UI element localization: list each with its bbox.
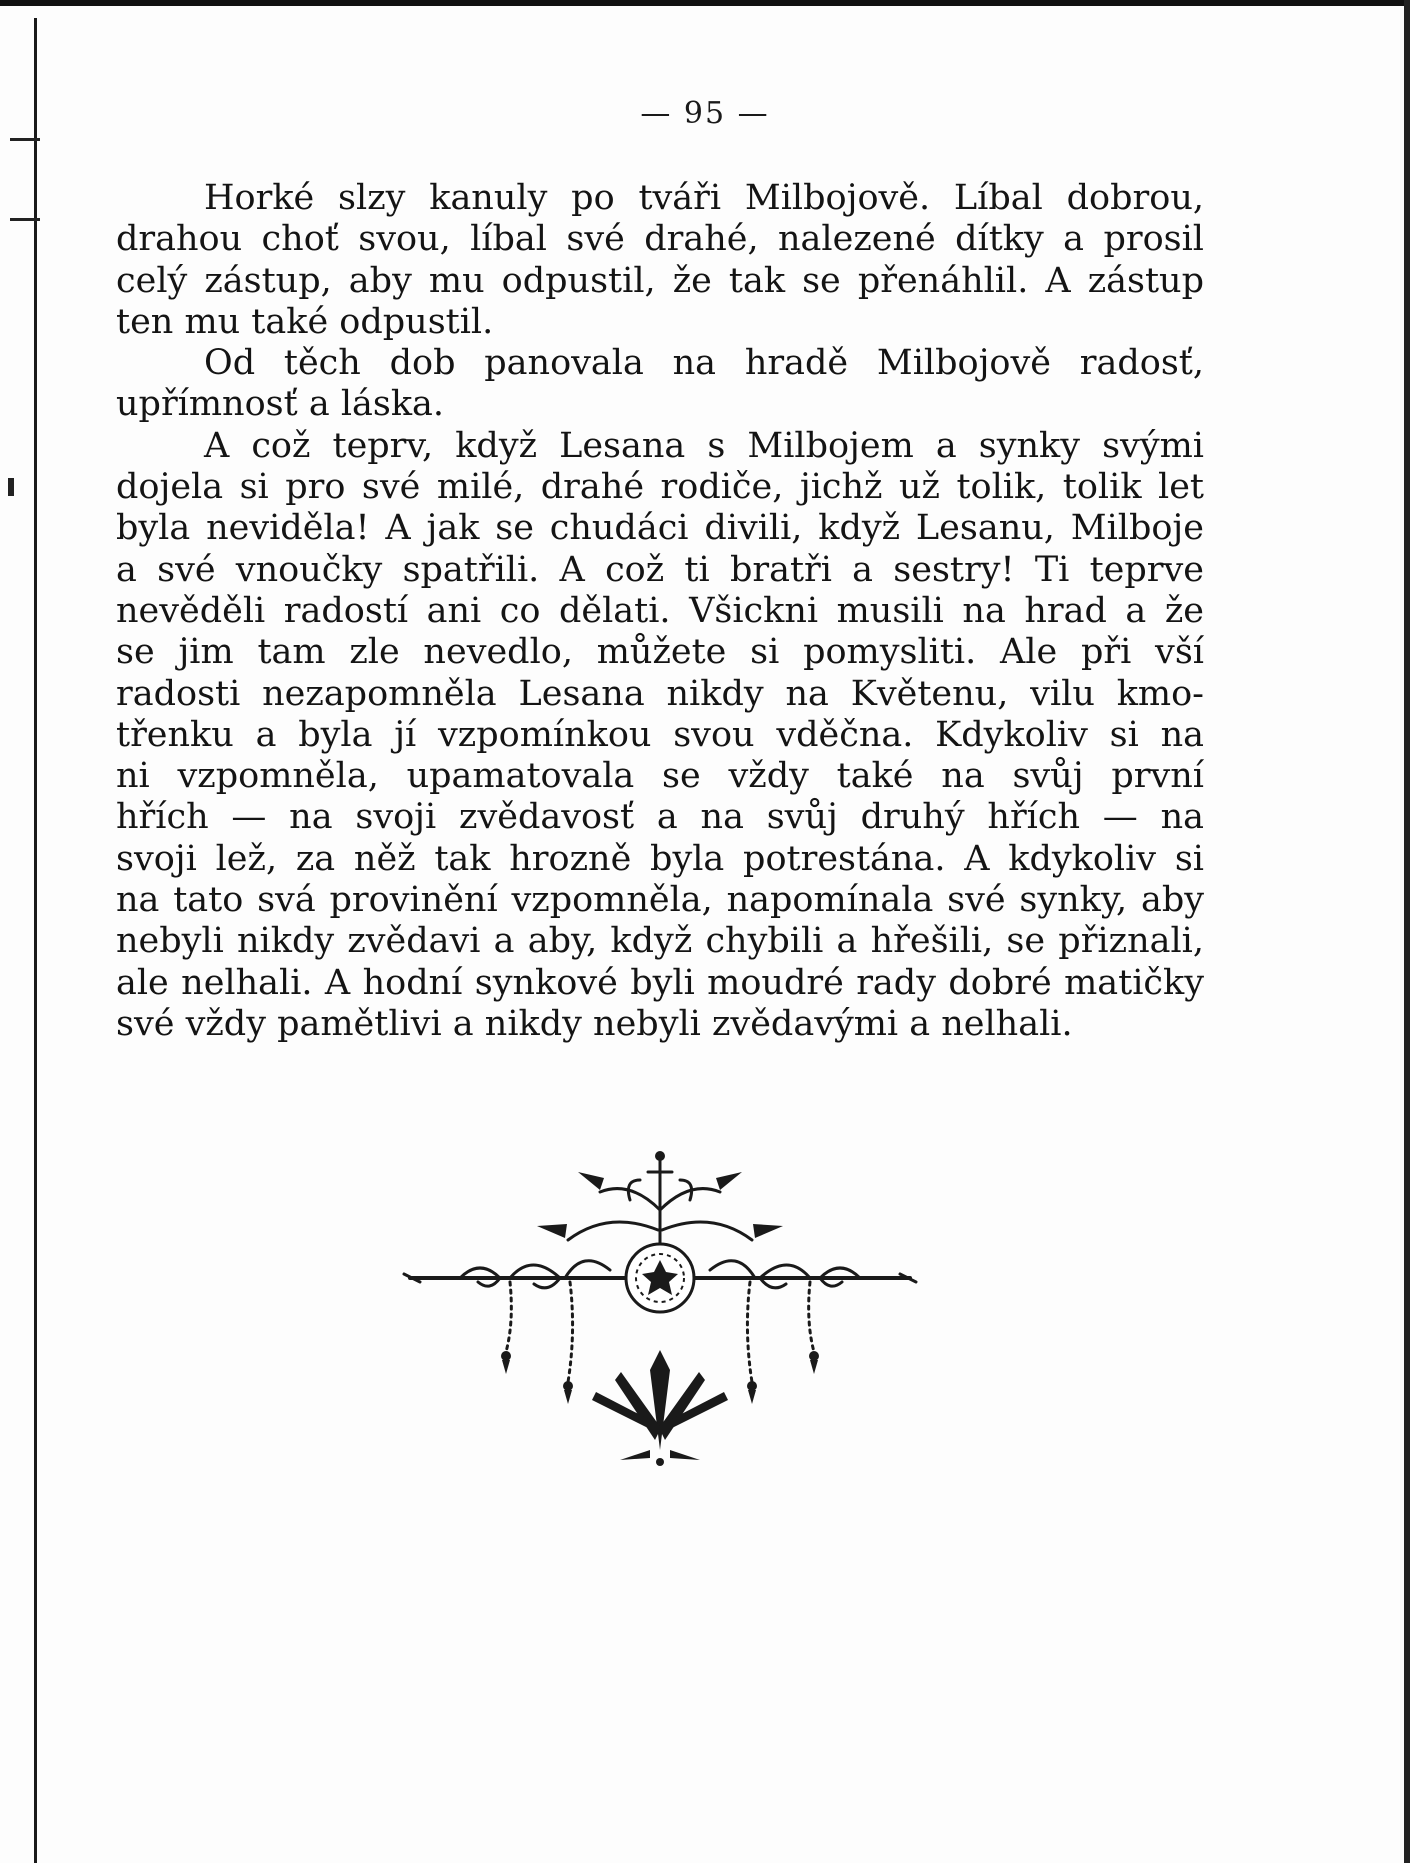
scan-left-edge	[34, 18, 37, 1863]
binding-mark	[8, 478, 14, 496]
text-line: své vždy pamětlivi a nikdy nebyli zvědavými a nelhali.	[116, 1003, 1073, 1044]
text-line: dojela si pro své milé, drahé rodiče, jichž už tolik, tolik let	[116, 467, 1204, 508]
text-line: na tato svá provinění vzpomněla, napomínala své synky, aby	[116, 880, 1204, 921]
text-line: ni vzpomněla, upamatovala se vždy také na svůj první	[116, 756, 1204, 797]
text-line: celý zástup, aby mu odpustil, že tak se přenáhlil. A zástup	[116, 260, 1204, 301]
text-line: nevěděli radostí ani co dělati. Všickni musili na hrad a že	[116, 590, 1204, 631]
binding-mark	[10, 218, 40, 221]
binding-mark	[10, 138, 40, 141]
text-line: nebyli nikdy zvědavi a aby, když chybili a hřešili, se přiznali,	[116, 921, 1204, 962]
body-text	[116, 178, 1204, 1045]
text-line: ale nelhali. A hodní synkové byli moudré rady dobré matičky	[116, 962, 1204, 1003]
page-number: — 95 —	[640, 96, 770, 131]
text-line: Od těch dob panovala na hradě Milbojově radosť,	[204, 343, 1204, 384]
scan-right-edge	[1404, 0, 1410, 1863]
text-line: třenku a byla jí vzpomínkou svou vděčna. Kdykoliv si na	[116, 714, 1204, 755]
text-line: drahou choť svou, líbal své drahé, nalezené dítky a prosil	[116, 219, 1204, 260]
text-line: a své vnoučky spatřili. A což ti bratři a sestry! Ti teprve	[116, 549, 1204, 590]
text-line: Horké slzy kanuly po tváři Milbojově. Líbal dobrou,	[204, 178, 1204, 218]
scan-top-edge	[0, 0, 1410, 6]
text-line: radosti nezapomněla Lesana nikdy na Květenu, vilu kmo-	[116, 673, 1204, 714]
text-line: ten mu také odpustil.	[116, 301, 494, 342]
text-line: se jim tam zle nevedlo, můžete si pomysliti. Ale při vší	[116, 632, 1204, 673]
text-line: byla neviděla! A jak se chudáci divili, když Lesanu, Milboje	[116, 508, 1204, 549]
text-line: svoji lež, za něž tak hrozně byla potrestána. A kdykoliv si	[116, 838, 1204, 879]
text-line: A což teprv, když Lesana s Milbojem a synky svými	[204, 425, 1204, 466]
floral-vignette-icon	[400, 1150, 920, 1470]
text-line: hřích — na svoji zvědavosť a na svůj druhý hřích — na	[116, 797, 1204, 838]
text-line: upřímnosť a láska.	[116, 384, 445, 425]
